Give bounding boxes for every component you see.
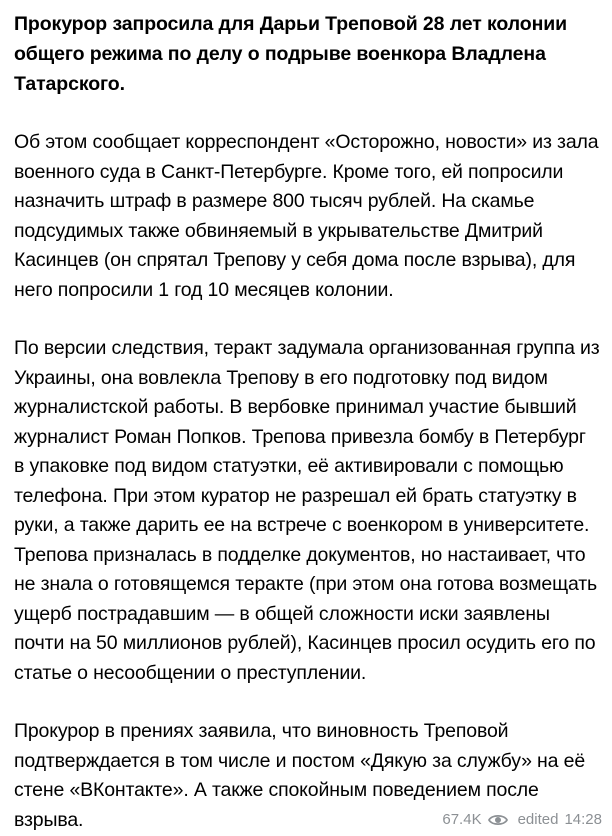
- post-paragraph-1: Об этом сообщает корреспондент «Осторожно, новости» из зала военного суда в Санкт-Петербурге. Кроме того, ей попросили назначить штраф в размере 800 тысяч рублей. На скамье подсудимых также обвиняемый в укрывательстве Дмитрий Касинцев (он спрятал Трепову у себя дома после взрыва), для него попросили 1 год 10 месяцев колонии.: [14, 131, 599, 301]
- eye-icon: [488, 813, 508, 827]
- message-meta: [442, 811, 602, 828]
- post-headline: Прокурор запросила для Дарьи Треповой 28 лет колонии общего режима по делу о подрыве военкора Владлена Татарского.: [14, 13, 568, 95]
- message-time: 14:28: [564, 811, 602, 828]
- edited-label: edited: [517, 811, 559, 828]
- view-count: 67.4K: [442, 811, 482, 828]
- post-paragraph-3: Прокурор в прениях заявила, что виновность Треповой подтверждается в том числе и постом «Дякую за службу» на её стене «ВКонтакте». А также спокойным поведением после взрыва.: [14, 720, 586, 831]
- post-paragraph-2: По версии следствия, теракт задумала организованная группа из Украины, она вовлекла Трепову в его подготовку под видом журналистской работы. В вербовке принимал участие бывший журналист Роман Попков. Трепова привезла бомбу в Петербург в упаковке под видом статуэтки, её активировали с помощью телефона. При этом куратор не разрешал ей брать статуэтку в руки, а также дарить ее на встрече с военкором в университете. Трепова призналась в подделке документов, но настаивает, что не знала о готовящемся теракте (при этом она готова возмещать ущерб пострадавшим — в общей сложности иски заявлены почти на 50 миллионов рублей), Касинцев просил осудить его по статье о несообщении о преступлении.: [14, 337, 600, 684]
